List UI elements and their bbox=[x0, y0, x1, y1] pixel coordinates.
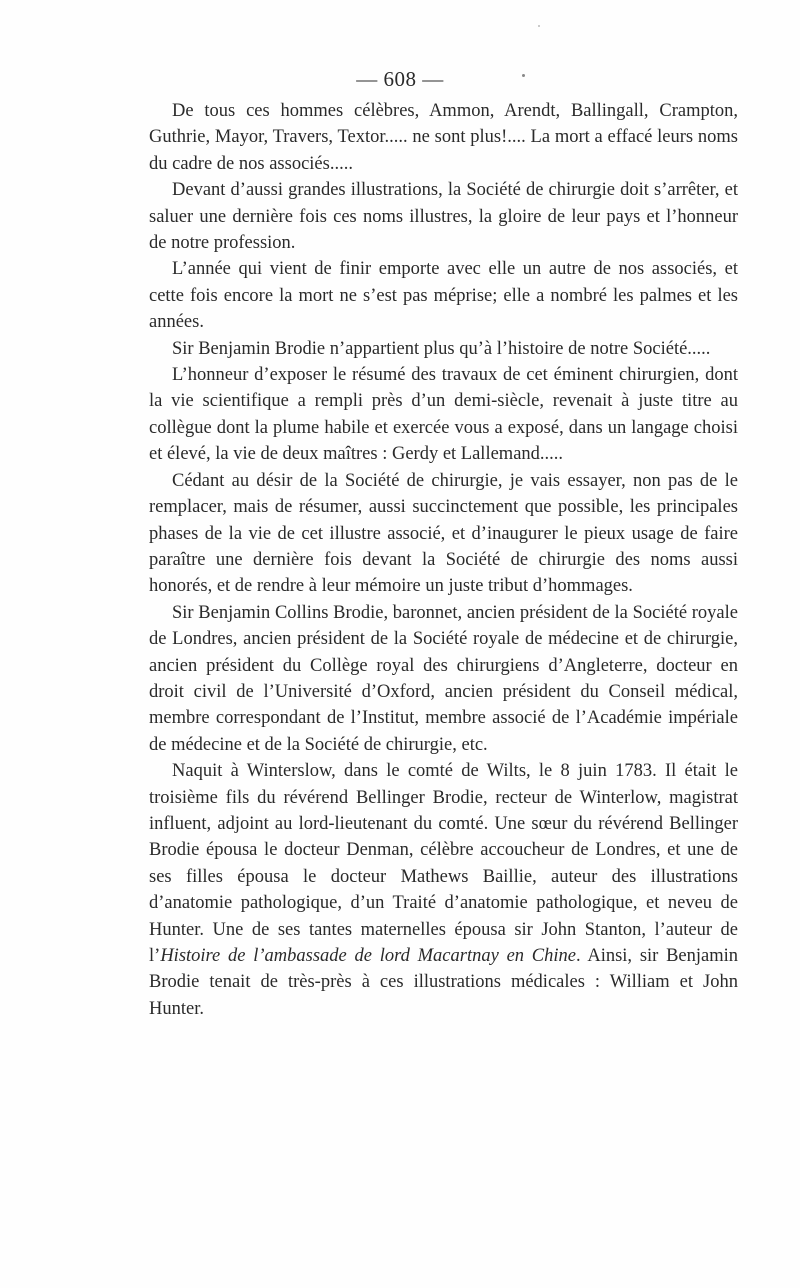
paragraph-8-text-before: Naquit à Winterslow, dans le comté de Wilts, le 8 juin 1783. Il était le troisième fils du révérend Bellinger Brodie, recteur de Winterlow, magistrat influent, adjoint au lord-lieutenant du comté. Une sœur du révérend Bellinger Brodie épousa le docteur Denman, célèbre accoucheur de Londres, et une de ses filles épousa le docteur Mathews Baillie, auteur des illustrations d’anatomie pathologique, d’un Traité d’anatomie pathologique, et neveu de Hunter. Une de ses tantes maternelles épousa sir John Stanton, l’auteur de l’ bbox=[149, 761, 738, 966]
paragraph-7: Sir Benjamin Collins Brodie, baronnet, ancien président de la Société royale de Londres, ancien président de la Société royale de médecine et de chirurgie, ancien président du Collège royal des chirurgiens d’Angleterre, docteur en droit civil de l’Université d’Oxford, ancien président du Conseil médical, membre correspondant de l’Institut, membre associé de l’Académie impériale de médecine et de la Société de chirurgie, etc. bbox=[149, 602, 738, 755]
paragraph-6: Cédant au désir de la Société de chirurgie, je vais essayer, non pas de le remplacer, mais de résumer, aussi succinctement que possible, les principales phases de la vie de cet illustre associé, et d’inaugurer le pieux usage de faire paraître une dernière fois devant la Société de chirurgie des noms aussi honorés, et de rendre à leur mémoire un juste tribut d’hommages. bbox=[149, 470, 738, 597]
paragraph-5: L’honneur d’exposer le résumé des travaux de cet éminent chirurgien, dont la vie scientifique a rempli près d’un demi-siècle, revenait à juste titre au collègue dont la plume habile et exercée vous a exposé, dans un langage choisi et élevé, la vie de deux maîtres : Gerdy et Lallemand..... bbox=[149, 365, 738, 465]
paragraph-1: De tous ces hommes célèbres, Ammon, Arendt, Ballingall, Crampton, Guthrie, Mayor, Travers, Textor..... ne sont plus!.... La mort a effacé leurs noms du cadre de nos associés..... bbox=[149, 101, 738, 174]
paragraph-3: L’année qui vient de finir emporte avec elle un autre de nos associés, et cette fois encore la mort ne s’est pas méprise; elle a nombré les palmes et les années. bbox=[149, 259, 738, 333]
page-body bbox=[149, 98, 738, 1022]
book-title-italic: Histoire de l’ambassade de lord Macartnay en Chine bbox=[160, 946, 576, 966]
page-number: — 608 — bbox=[356, 67, 444, 91]
paragraph-8 bbox=[149, 758, 738, 1022]
paragraph-8-text-after: . Ainsi, sir Benjamin Brodie tenait de très-près à ces illustrations médicales : William et John Hunter. bbox=[149, 946, 739, 1019]
paragraph-4: Sir Benjamin Brodie n’appartient plus qu’à l’histoire de notre Société..... bbox=[172, 338, 711, 359]
paragraph-2: Devant d’aussi grandes illustrations, la Société de chirurgie doit s’arrêter, et saluer une dernière fois ces noms illustres, la gloire de leur pays et l’honneur de notre profession. bbox=[149, 180, 738, 254]
paper-speck bbox=[538, 25, 540, 27]
paper-speck bbox=[522, 74, 525, 77]
